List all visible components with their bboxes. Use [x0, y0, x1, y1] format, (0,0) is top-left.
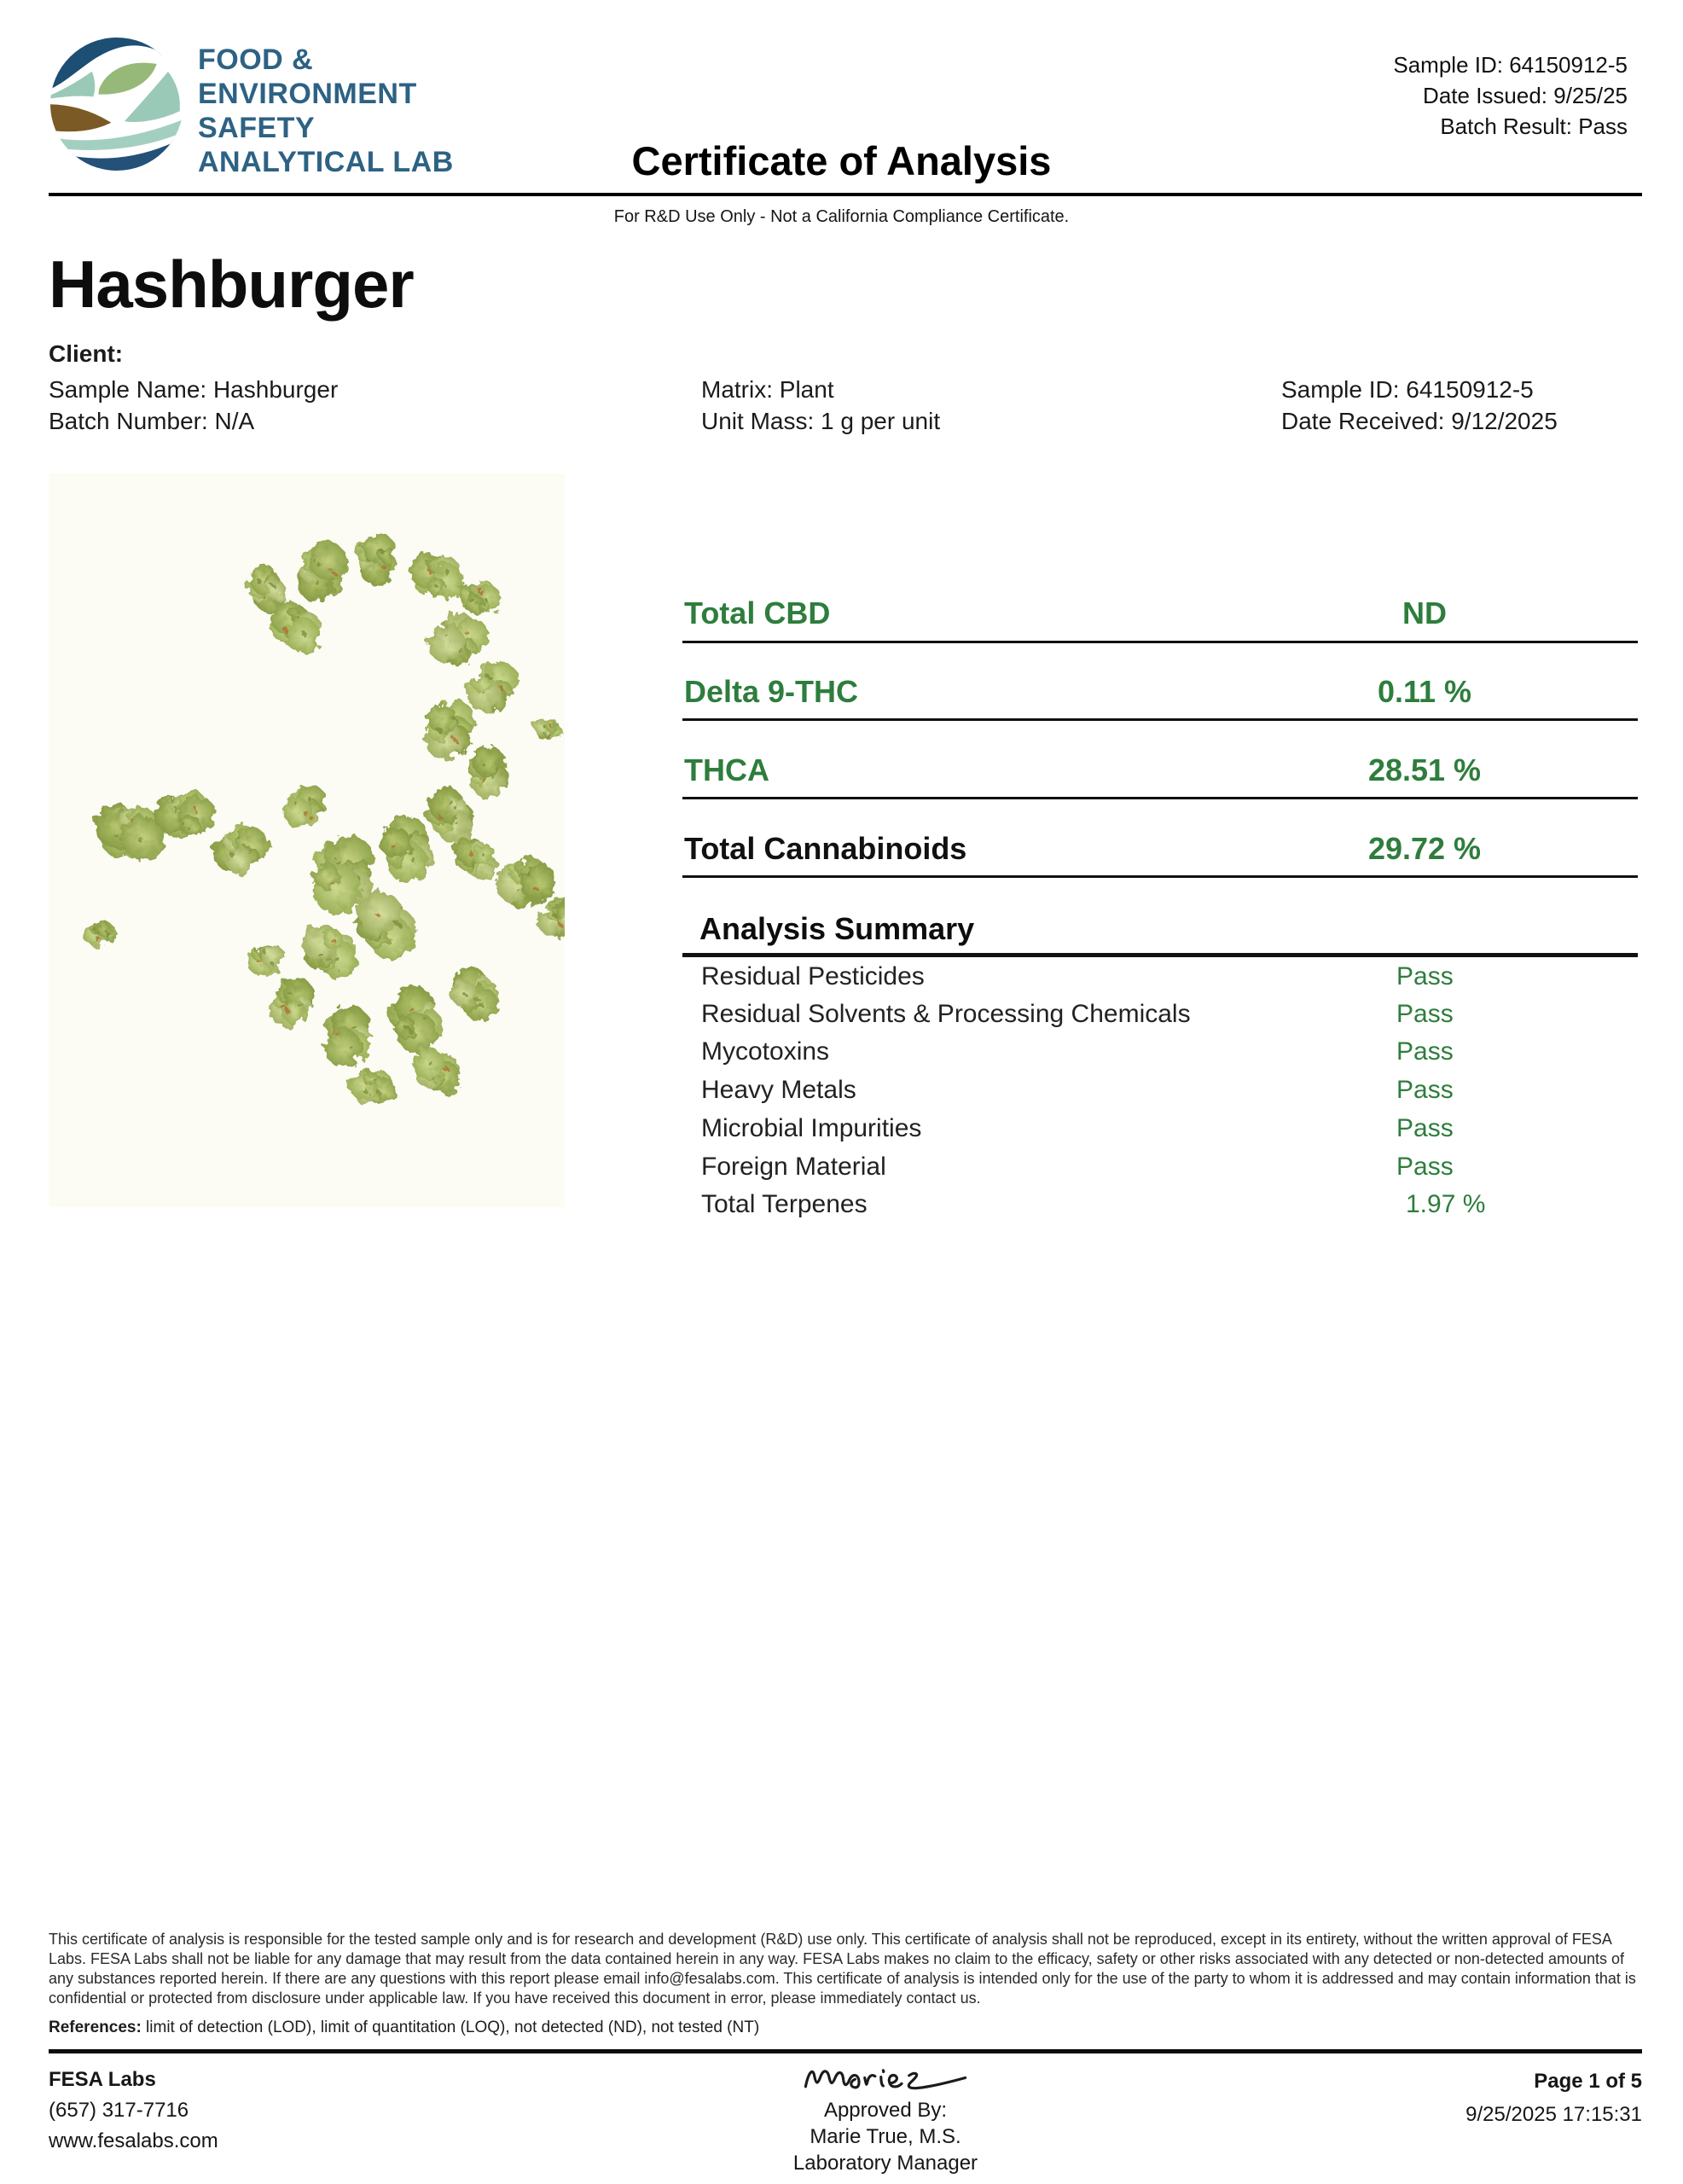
analysis-summary-heading: Analysis Summary — [699, 911, 975, 946]
analysis-row-value: Pass — [1396, 962, 1454, 990]
lab-name-line: ENVIRONMENT — [198, 78, 417, 110]
title-divider — [49, 193, 1642, 196]
page-number: Page 1 of 5 — [1534, 2070, 1642, 2093]
cannabinoid-label: Total CBD — [684, 595, 831, 630]
cannabinoid-label: THCA — [684, 752, 769, 787]
footer-lab-info — [49, 2065, 218, 2157]
analysis-row-value: Pass — [1396, 1114, 1454, 1142]
matrix: Matrix: Plant — [701, 376, 834, 403]
disclaimer-text: This certificate of analysis is responsible for the tested sample only and is for research and development (R&D) use only. This certificate of analysis shall not be reproduced, except in its entirety, without the written approval of FESA Labs. FESA Labs shall not be liable for any damage that may result from the data contained herein in any way. FESA Labs makes no claim to the efficacy, safety or other risks associated with any detected or non-detected amounts of any substances reported herein. If there are any questions with this report please email info@fesalabs.com. This certificate of analysis is intended only for the use of the party to whom it is addressed and may contain information that is confidential or protected from disclosure under applicable law. If you have received this document in error, please immediately contact us. — [49, 1931, 1636, 2007]
sample-id: Sample ID: 64150912-5 — [1281, 376, 1534, 403]
footer-approval — [715, 2053, 1056, 2176]
analysis-row-label: Total Terpenes — [701, 1190, 868, 1218]
header-batch-result: Batch Result: Pass — [1440, 113, 1628, 139]
lab-name-line: SAFETY — [198, 112, 316, 144]
unit-mass: Unit Mass: 1 g per unit — [701, 408, 941, 434]
analysis-row-value: Pass — [1396, 1076, 1454, 1104]
header-sample-info — [1393, 49, 1628, 142]
page-subtitle: For R&D Use Only - Not a California Compliance Certificate. — [613, 207, 1070, 226]
cannabinoid-label: Delta 9-THC — [684, 674, 859, 709]
table-rule — [682, 875, 1638, 878]
batch-number: Batch Number: N/A — [49, 408, 255, 434]
footer-phone: (657) 317-7716 — [49, 2099, 189, 2122]
header-sample-id: Sample ID: 64150912-5 — [1393, 52, 1628, 78]
date-received: Date Received: 9/12/2025 — [1281, 408, 1558, 434]
approver-title: Laboratory Manager — [792, 2152, 978, 2175]
footer-website: www.fesalabs.com — [49, 2129, 218, 2152]
cannabinoid-label: Total Cannabinoids — [684, 831, 967, 866]
analysis-row-label: Heavy Metals — [701, 1076, 856, 1104]
lab-name-line: ANALYTICAL LAB — [198, 146, 454, 178]
footer-timestamp: 9/25/2025 17:15:31 — [1465, 2103, 1642, 2126]
analysis-row-label: Residual Solvents & Processing Chemicals — [701, 1000, 1191, 1028]
table-rule — [682, 641, 1638, 643]
sample-photo — [49, 473, 565, 1207]
references-label: References: — [49, 2018, 142, 2036]
analysis-row-value: 1.97 % — [1406, 1190, 1486, 1218]
references-line — [49, 2018, 1642, 2037]
analysis-row-label: Foreign Material — [701, 1153, 886, 1181]
footer-page-info — [1465, 2065, 1642, 2131]
sample-photo-graphic — [49, 473, 565, 1207]
analysis-summary-rule — [682, 953, 1638, 957]
cannabinoid-value: 28.51 % — [1367, 752, 1482, 787]
sample-name: Sample Name: Hashburger — [49, 376, 339, 403]
cannabinoid-value: 29.72 % — [1367, 831, 1482, 866]
approved-by-label: Approved By: — [823, 2099, 948, 2122]
product-name: Hashburger — [49, 247, 414, 322]
approver-name: Marie True, M.S. — [810, 2125, 961, 2148]
client-label: Client: — [49, 340, 124, 367]
cannabinoid-value: 0.11 % — [1377, 674, 1472, 709]
table-rule — [682, 718, 1638, 721]
analysis-row-value: Pass — [1396, 1037, 1454, 1066]
footer-lab-name: FESA Labs — [49, 2068, 156, 2091]
table-rule — [682, 797, 1638, 799]
lab-name-line: FOOD & — [198, 44, 314, 76]
references-text: limit of detection (LOD), limit of quantitation (LOQ), not detected (ND), not tested (NT) — [141, 2018, 760, 2036]
cannabinoid-value: ND — [1402, 595, 1447, 630]
analysis-row-label: Residual Pesticides — [701, 962, 925, 990]
analysis-row-label: Microbial Impurities — [701, 1114, 922, 1142]
page-title: Certificate of Analysis — [631, 138, 1052, 183]
analysis-row-value: Pass — [1396, 1000, 1454, 1028]
analysis-row-value: Pass — [1396, 1153, 1454, 1181]
header-date-issued: Date Issued: 9/25/25 — [1423, 83, 1628, 108]
signature-icon — [792, 2053, 979, 2097]
analysis-row-label: Mycotoxins — [701, 1037, 830, 1066]
